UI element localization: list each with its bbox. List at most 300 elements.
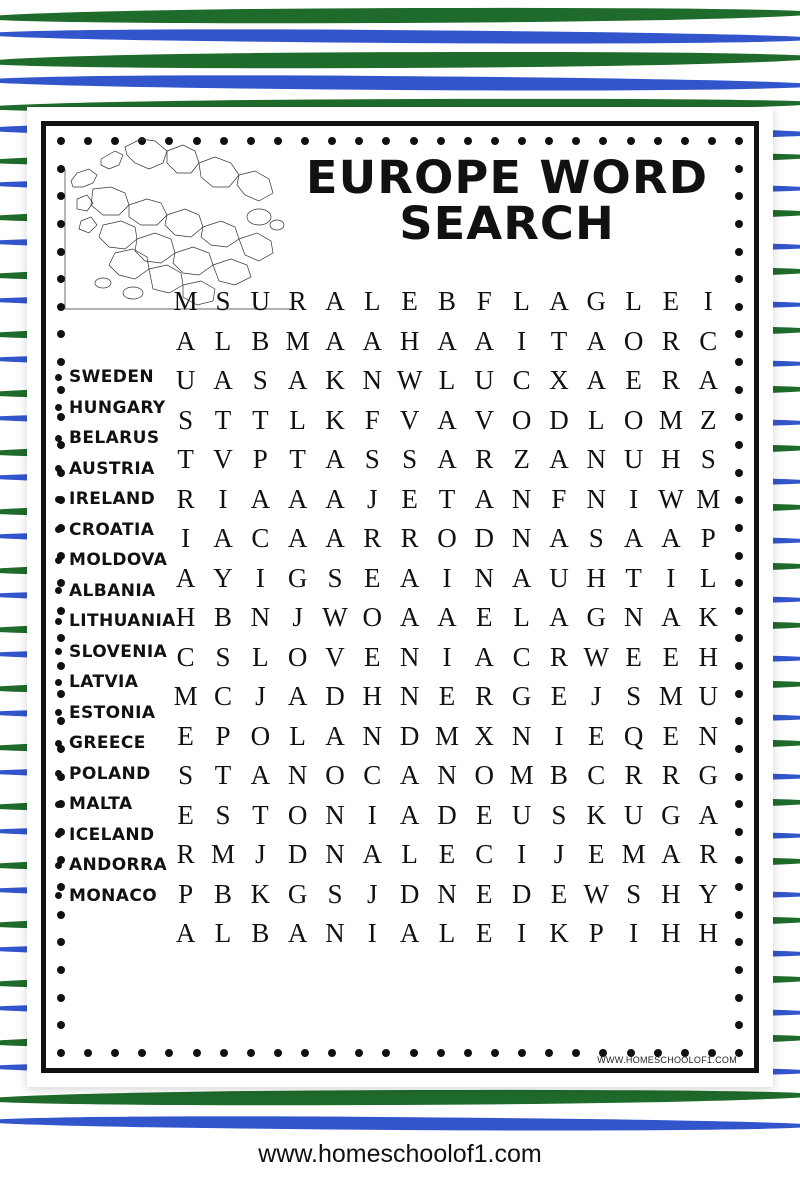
- frame-dot: [57, 911, 65, 919]
- grid-letter[interactable]: H: [661, 878, 681, 909]
- grid-letter[interactable]: A: [661, 523, 681, 554]
- grid-letter[interactable]: E: [438, 839, 456, 870]
- grid-letter[interactable]: U: [474, 365, 495, 396]
- grid-letter[interactable]: O: [623, 404, 644, 435]
- grid-letter[interactable]: H: [661, 444, 681, 475]
- grid-letter[interactable]: S: [626, 878, 642, 909]
- grid-letter[interactable]: D: [549, 404, 569, 435]
- grid-letter[interactable]: Y: [213, 562, 233, 593]
- grid-letter[interactable]: A: [287, 523, 308, 554]
- grid-letter[interactable]: E: [625, 365, 642, 396]
- grid-letter[interactable]: R: [661, 325, 680, 356]
- grid-letter[interactable]: G: [586, 602, 607, 633]
- grid-letter[interactable]: N: [399, 681, 420, 712]
- grid-letter[interactable]: U: [698, 681, 718, 712]
- grid-letter[interactable]: U: [623, 444, 644, 475]
- grid-letter[interactable]: D: [474, 523, 495, 554]
- grid-letter[interactable]: A: [325, 444, 345, 475]
- grid-letter[interactable]: B: [213, 602, 232, 633]
- grid-letter[interactable]: G: [698, 760, 718, 791]
- grid-letter[interactable]: T: [252, 404, 269, 435]
- grid-letter[interactable]: A: [586, 365, 607, 396]
- grid-letter[interactable]: T: [177, 444, 194, 475]
- grid-letter[interactable]: N: [511, 720, 532, 751]
- grid-letter[interactable]: U: [250, 286, 271, 317]
- grid-letter[interactable]: N: [586, 444, 607, 475]
- grid-letter[interactable]: W: [583, 641, 610, 672]
- grid-letter[interactable]: A: [287, 918, 308, 949]
- grid-letter[interactable]: G: [661, 799, 681, 830]
- word-list-item[interactable]: [55, 484, 185, 515]
- grid-letter[interactable]: A: [661, 602, 681, 633]
- grid-letter[interactable]: L: [513, 286, 530, 317]
- grid-letter[interactable]: A: [549, 286, 569, 317]
- site-url: www.homeschoolof1.com: [258, 1140, 542, 1168]
- grid-letter[interactable]: I: [517, 325, 527, 356]
- word-list-item[interactable]: [55, 698, 185, 729]
- grid-letter[interactable]: B: [251, 918, 270, 949]
- grid-letter[interactable]: E: [476, 799, 493, 830]
- grid-letter[interactable]: N: [362, 365, 383, 396]
- grid-letter[interactable]: L: [625, 286, 642, 317]
- grid-letter[interactable]: A: [287, 681, 308, 712]
- grid-letter[interactable]: C: [587, 760, 606, 791]
- grid-letter[interactable]: E: [662, 720, 680, 751]
- grid-letter[interactable]: A: [511, 562, 532, 593]
- grid-letter[interactable]: E: [438, 681, 456, 712]
- grid-letter[interactable]: Q: [623, 720, 644, 751]
- grid-letter[interactable]: A: [399, 918, 420, 949]
- word-label: SLOVENIA: [69, 641, 168, 662]
- grid-letter[interactable]: S: [252, 365, 268, 396]
- grid-letter[interactable]: S: [215, 286, 231, 317]
- grid-letter[interactable]: X: [549, 365, 569, 396]
- grid-letter[interactable]: C: [512, 641, 531, 672]
- grid-letter[interactable]: A: [437, 325, 457, 356]
- grid-letter[interactable]: K: [250, 878, 271, 909]
- grid-letter[interactable]: S: [178, 760, 194, 791]
- frame-dot: [735, 524, 743, 532]
- grid-letter[interactable]: C: [213, 681, 232, 712]
- grid-letter[interactable]: A: [549, 523, 569, 554]
- grid-letter[interactable]: L: [401, 839, 418, 870]
- grid-letter[interactable]: A: [437, 444, 457, 475]
- grid-letter[interactable]: L: [289, 720, 306, 751]
- grid-letter[interactable]: A: [698, 365, 718, 396]
- grid-letter[interactable]: R: [288, 286, 307, 317]
- word-label: ICELAND: [69, 824, 155, 845]
- grid-letter[interactable]: I: [629, 918, 639, 949]
- grid-letter[interactable]: N: [623, 602, 644, 633]
- grid-letter[interactable]: L: [513, 602, 530, 633]
- grid-letter[interactable]: B: [251, 325, 270, 356]
- word-label: BELARUS: [69, 428, 160, 449]
- grid-letter[interactable]: L: [588, 404, 605, 435]
- grid-letter[interactable]: T: [252, 799, 269, 830]
- grid-letter[interactable]: E: [401, 286, 418, 317]
- grid-letter[interactable]: K: [698, 602, 718, 633]
- grid-letter[interactable]: N: [511, 523, 532, 554]
- grid-letter[interactable]: F: [364, 404, 380, 435]
- word-list-item[interactable]: [55, 515, 185, 546]
- grid-letter[interactable]: A: [698, 799, 718, 830]
- grid-letter[interactable]: A: [325, 286, 345, 317]
- word-list-item[interactable]: [55, 881, 185, 912]
- grid-letter[interactable]: N: [698, 720, 718, 751]
- word-list-item[interactable]: [55, 728, 185, 759]
- grid-letter[interactable]: A: [325, 523, 345, 554]
- grid-letter[interactable]: I: [218, 483, 228, 514]
- grid-letter[interactable]: O: [250, 720, 271, 751]
- grid-letter[interactable]: K: [325, 404, 345, 435]
- grid-letter[interactable]: M: [509, 760, 534, 791]
- grid-letter[interactable]: A: [399, 799, 420, 830]
- grid-letter[interactable]: L: [700, 562, 717, 593]
- grid-letter[interactable]: L: [364, 286, 381, 317]
- grid-letter[interactable]: E: [550, 878, 568, 909]
- grid-letter[interactable]: E: [588, 839, 605, 870]
- grid-letter[interactable]: A: [474, 641, 495, 672]
- grid-letter[interactable]: R: [661, 365, 680, 396]
- grid-letter[interactable]: L: [289, 404, 306, 435]
- grid-letter[interactable]: T: [550, 325, 568, 356]
- page-title: [291, 151, 724, 250]
- grid-letter[interactable]: V: [399, 404, 420, 435]
- grid-letter[interactable]: T: [214, 404, 232, 435]
- grid-letter[interactable]: A: [474, 325, 495, 356]
- word-list-item[interactable]: [55, 606, 185, 637]
- grid-letter[interactable]: R: [475, 444, 494, 475]
- grid-letter[interactable]: G: [287, 562, 308, 593]
- grid-row: [167, 480, 727, 520]
- grid-letter[interactable]: K: [325, 365, 345, 396]
- grid-letter[interactable]: A: [250, 760, 271, 791]
- grid-letter[interactable]: X: [474, 720, 495, 751]
- frame-dot: [735, 220, 743, 228]
- word-label: AUSTRIA: [69, 458, 155, 479]
- grid-letter[interactable]: N: [511, 483, 532, 514]
- grid-letter[interactable]: R: [400, 523, 419, 554]
- grid-letter[interactable]: E: [364, 641, 381, 672]
- grid-letter[interactable]: J: [591, 681, 602, 712]
- grid-letter[interactable]: P: [588, 918, 604, 949]
- grid-letter[interactable]: N: [287, 760, 308, 791]
- grid-letter[interactable]: V: [325, 641, 345, 672]
- grid-letter[interactable]: N: [250, 602, 271, 633]
- grid-letter[interactable]: A: [586, 325, 607, 356]
- grid-letter[interactable]: N: [362, 720, 383, 751]
- grid-letter[interactable]: R: [699, 839, 718, 870]
- grid-letter[interactable]: M: [173, 286, 198, 317]
- grid-letter[interactable]: E: [662, 641, 680, 672]
- grid-letter[interactable]: O: [623, 325, 644, 356]
- grid-letter[interactable]: Z: [700, 404, 717, 435]
- grid-letter[interactable]: R: [176, 839, 195, 870]
- grid-letter[interactable]: F: [551, 483, 567, 514]
- grid-letter[interactable]: S: [327, 562, 343, 593]
- grid-letter[interactable]: A: [287, 483, 308, 514]
- word-list-item[interactable]: [55, 576, 185, 607]
- grid-letter[interactable]: H: [399, 325, 420, 356]
- grid-letter[interactable]: O: [362, 602, 383, 633]
- grid-letter[interactable]: M: [658, 404, 683, 435]
- grid-letter[interactable]: D: [437, 799, 457, 830]
- grid-letter[interactable]: P: [252, 444, 268, 475]
- grid-letter[interactable]: F: [476, 286, 492, 317]
- word-list-item[interactable]: [55, 454, 185, 485]
- grid-letter[interactable]: J: [553, 839, 565, 870]
- grid-letter[interactable]: I: [554, 720, 564, 751]
- grid-letter[interactable]: T: [214, 760, 232, 791]
- grid-letter[interactable]: N: [325, 799, 345, 830]
- grid-letter[interactable]: J: [292, 602, 303, 633]
- bullet-icon: [55, 496, 62, 503]
- grid-letter[interactable]: C: [699, 325, 718, 356]
- grid-letter[interactable]: V: [474, 404, 495, 435]
- grid-letter[interactable]: N: [325, 918, 345, 949]
- grid-letter[interactable]: A: [437, 602, 457, 633]
- grid-letter[interactable]: I: [517, 918, 527, 949]
- bullet-icon: [55, 435, 62, 442]
- grid-letter[interactable]: R: [624, 760, 643, 791]
- grid-letter[interactable]: C: [176, 641, 195, 672]
- grid-letter[interactable]: W: [396, 365, 423, 396]
- grid-letter[interactable]: L: [214, 918, 232, 949]
- grid-letter[interactable]: E: [476, 918, 493, 949]
- frame-dot: [735, 248, 743, 256]
- word-label: MALTA: [69, 794, 133, 815]
- grid-letter[interactable]: O: [474, 760, 495, 791]
- word-list-item[interactable]: [55, 667, 185, 698]
- grid-letter[interactable]: W: [583, 878, 610, 909]
- grid-letter[interactable]: Y: [698, 878, 718, 909]
- grid-letter[interactable]: A: [362, 839, 383, 870]
- grid-letter[interactable]: A: [474, 483, 495, 514]
- grid-letter[interactable]: R: [363, 523, 382, 554]
- grid-letter[interactable]: C: [512, 365, 531, 396]
- grid-letter[interactable]: A: [287, 365, 308, 396]
- grid-letter[interactable]: D: [325, 681, 345, 712]
- word-list-item[interactable]: [55, 759, 185, 790]
- background-stripe: [0, 5, 800, 25]
- grid-letter[interactable]: N: [474, 562, 495, 593]
- word-list-item[interactable]: [55, 362, 185, 393]
- grid-letter[interactable]: U: [549, 562, 569, 593]
- grid-letter[interactable]: S: [178, 404, 194, 435]
- grid-letter[interactable]: A: [175, 325, 196, 356]
- grid-letter[interactable]: W: [322, 602, 348, 633]
- word-list-item[interactable]: [55, 545, 185, 576]
- grid-letter[interactable]: J: [367, 483, 378, 514]
- frame-dot: [57, 994, 65, 1002]
- grid-letter[interactable]: O: [511, 404, 532, 435]
- grid-letter[interactable]: L: [438, 365, 456, 396]
- grid-letter[interactable]: T: [625, 562, 642, 593]
- grid-letter[interactable]: S: [700, 444, 716, 475]
- grid-letter[interactable]: L: [214, 325, 232, 356]
- grid-letter[interactable]: R: [176, 483, 195, 514]
- grid-letter[interactable]: J: [255, 681, 266, 712]
- grid-letter[interactable]: S: [215, 799, 231, 830]
- grid-letter[interactable]: A: [399, 760, 420, 791]
- word-list-item[interactable]: [55, 850, 185, 881]
- grid-letter[interactable]: S: [327, 878, 343, 909]
- grid-letter[interactable]: I: [367, 799, 377, 830]
- grid-letter[interactable]: M: [658, 681, 683, 712]
- grid-letter[interactable]: E: [588, 720, 605, 751]
- grid-letter[interactable]: A: [175, 562, 196, 593]
- grid-letter[interactable]: P: [700, 523, 716, 554]
- grid-letter[interactable]: W: [658, 483, 684, 514]
- grid-letter[interactable]: N: [437, 760, 457, 791]
- frame-dot: [735, 911, 743, 919]
- grid-letter[interactable]: A: [325, 720, 345, 751]
- grid-letter[interactable]: M: [434, 720, 459, 751]
- word-list-item[interactable]: [55, 820, 185, 851]
- grid-row: [167, 519, 727, 559]
- grid-letter[interactable]: O: [325, 760, 345, 791]
- grid-letter[interactable]: A: [325, 483, 345, 514]
- grid-letter[interactable]: A: [325, 325, 345, 356]
- frame-dot: [274, 1049, 282, 1057]
- grid-letter[interactable]: I: [629, 483, 639, 514]
- grid-letter[interactable]: N: [437, 878, 457, 909]
- grid-letter[interactable]: E: [476, 878, 493, 909]
- grid-letter[interactable]: B: [549, 760, 568, 791]
- grid-letter[interactable]: A: [175, 918, 196, 949]
- grid-letter[interactable]: A: [213, 365, 233, 396]
- grid-letter[interactable]: G: [586, 286, 607, 317]
- word-label: GREECE: [69, 733, 146, 754]
- grid-letter[interactable]: I: [181, 523, 191, 554]
- grid-letter[interactable]: S: [626, 681, 642, 712]
- grid-letter[interactable]: L: [438, 918, 456, 949]
- grid-letter[interactable]: U: [175, 365, 196, 396]
- grid-letter[interactable]: I: [666, 562, 676, 593]
- grid-letter[interactable]: S: [215, 641, 231, 672]
- grid-letter[interactable]: S: [364, 444, 380, 475]
- grid-letter[interactable]: H: [698, 918, 718, 949]
- bullet-icon: [55, 618, 62, 625]
- grid-letter[interactable]: L: [252, 641, 269, 672]
- bullet-icon: [55, 557, 62, 564]
- grid-letter[interactable]: P: [215, 720, 231, 751]
- grid-letter[interactable]: O: [287, 799, 308, 830]
- grid-letter[interactable]: N: [586, 483, 607, 514]
- grid-letter[interactable]: Z: [513, 444, 530, 475]
- grid-letter[interactable]: K: [549, 918, 569, 949]
- grid-letter[interactable]: P: [178, 878, 194, 909]
- grid-letter[interactable]: V: [213, 444, 233, 475]
- grid-letter[interactable]: E: [550, 681, 568, 712]
- grid-letter[interactable]: A: [399, 562, 420, 593]
- grid-letter[interactable]: D: [399, 878, 420, 909]
- grid-letter[interactable]: A: [250, 483, 271, 514]
- grid-letter[interactable]: I: [517, 839, 527, 870]
- grid-letter[interactable]: U: [623, 799, 644, 830]
- grid-letter[interactable]: A: [661, 839, 681, 870]
- grid-letter[interactable]: I: [703, 286, 713, 317]
- grid-letter[interactable]: O: [287, 641, 308, 672]
- background-stripe: [0, 74, 800, 92]
- grid-letter[interactable]: E: [364, 562, 381, 593]
- grid-letter[interactable]: D: [511, 878, 532, 909]
- grid-letter[interactable]: M: [173, 681, 198, 712]
- word-list-item[interactable]: [55, 637, 185, 668]
- grid-letter[interactable]: A: [362, 325, 383, 356]
- grid-letter[interactable]: C: [363, 760, 382, 791]
- grid-letter[interactable]: N: [399, 641, 420, 672]
- word-list-item[interactable]: [55, 393, 185, 424]
- grid-letter[interactable]: M: [210, 839, 235, 870]
- grid-letter[interactable]: H: [698, 641, 718, 672]
- grid-letter[interactable]: J: [367, 878, 378, 909]
- grid-letter[interactable]: H: [586, 562, 607, 593]
- grid-letter[interactable]: R: [475, 681, 494, 712]
- grid-letter[interactable]: H: [661, 918, 681, 949]
- bullet-icon: [55, 740, 62, 747]
- grid-letter[interactable]: A: [213, 523, 233, 554]
- frame-dot: [193, 1049, 201, 1057]
- grid-letter[interactable]: M: [696, 483, 721, 514]
- grid-letter[interactable]: C: [251, 523, 270, 554]
- grid-letter[interactable]: A: [549, 602, 569, 633]
- grid-letter[interactable]: A: [437, 404, 457, 435]
- grid-letter[interactable]: J: [255, 839, 266, 870]
- grid-letter[interactable]: E: [476, 602, 493, 633]
- grid-letter[interactable]: R: [661, 760, 680, 791]
- grid-letter[interactable]: A: [623, 523, 644, 554]
- grid-letter[interactable]: I: [442, 562, 452, 593]
- grid-letter[interactable]: S: [588, 523, 604, 554]
- grid-letter[interactable]: H: [175, 602, 196, 633]
- grid-letter[interactable]: M: [285, 325, 310, 356]
- grid-letter[interactable]: C: [475, 839, 494, 870]
- grid-letter[interactable]: A: [399, 602, 420, 633]
- grid-letter[interactable]: T: [438, 483, 456, 514]
- grid-letter[interactable]: I: [367, 918, 377, 949]
- grid-letter[interactable]: I: [442, 641, 452, 672]
- grid-letter[interactable]: E: [177, 720, 194, 751]
- grid-letter[interactable]: O: [437, 523, 457, 554]
- grid-letter[interactable]: A: [549, 444, 569, 475]
- grid-letter[interactable]: S: [402, 444, 418, 475]
- grid-letter[interactable]: B: [437, 286, 456, 317]
- grid-letter[interactable]: K: [586, 799, 607, 830]
- grid-letter[interactable]: B: [213, 878, 232, 909]
- grid-letter[interactable]: E: [625, 641, 642, 672]
- grid-letter[interactable]: U: [511, 799, 532, 830]
- grid-letter[interactable]: D: [399, 720, 420, 751]
- grid-letter[interactable]: H: [362, 681, 383, 712]
- grid-letter[interactable]: I: [255, 562, 265, 593]
- word-list-item[interactable]: [55, 789, 185, 820]
- frame-dot: [220, 1049, 228, 1057]
- grid-letter[interactable]: R: [549, 641, 568, 672]
- grid-letter[interactable]: G: [287, 878, 308, 909]
- grid-letter[interactable]: M: [621, 839, 646, 870]
- grid-letter[interactable]: G: [511, 681, 532, 712]
- grid-letter[interactable]: E: [662, 286, 680, 317]
- word-label: ANDORRA: [69, 855, 168, 876]
- grid-letter[interactable]: N: [325, 839, 345, 870]
- grid-letter[interactable]: E: [177, 799, 194, 830]
- grid-letter[interactable]: T: [289, 444, 306, 475]
- grid-letter[interactable]: D: [287, 839, 308, 870]
- grid-letter[interactable]: E: [401, 483, 418, 514]
- word-list-item[interactable]: [55, 423, 185, 454]
- grid-letter[interactable]: S: [551, 799, 567, 830]
